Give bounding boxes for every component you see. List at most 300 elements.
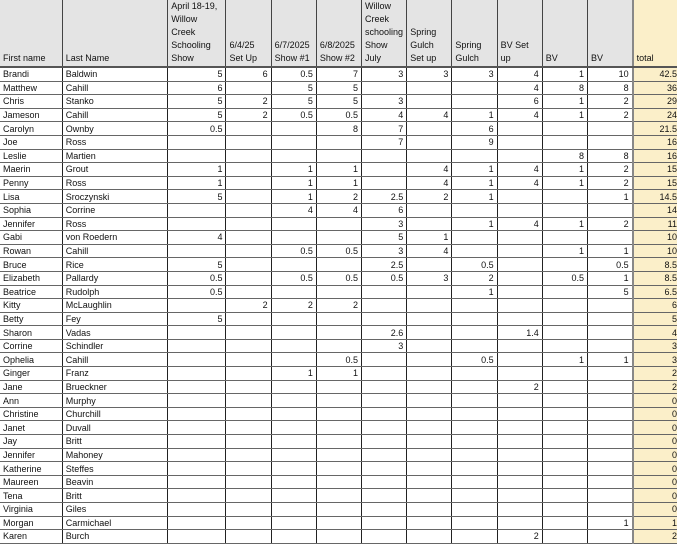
hours-cell[interactable]: 3	[452, 67, 497, 81]
hours-cell[interactable]	[542, 258, 587, 272]
hours-cell[interactable]	[271, 122, 316, 136]
hours-cell[interactable]: 6	[452, 122, 497, 136]
total-cell[interactable]: 2	[633, 367, 677, 381]
hours-cell[interactable]: 2	[316, 190, 361, 204]
hours-cell[interactable]	[316, 258, 361, 272]
hours-cell[interactable]: 3	[362, 339, 407, 353]
last-name-cell[interactable]: Martien	[62, 149, 167, 163]
last-name-cell[interactable]: Cahill	[62, 353, 167, 367]
first-name-cell[interactable]: Katherine	[0, 462, 62, 476]
first-name-cell[interactable]: Virginia	[0, 503, 62, 517]
hours-cell[interactable]	[168, 203, 226, 217]
first-name-cell[interactable]: Rowan	[0, 244, 62, 258]
column-header[interactable]: total	[633, 0, 677, 67]
total-cell[interactable]: 0	[633, 448, 677, 462]
hours-cell[interactable]: 1	[587, 271, 632, 285]
last-name-cell[interactable]: Fey	[62, 312, 167, 326]
hours-cell[interactable]	[271, 435, 316, 449]
hours-cell[interactable]: 8	[542, 81, 587, 95]
total-cell[interactable]: 14.5	[633, 190, 677, 204]
hours-cell[interactable]: 7	[316, 67, 361, 81]
first-name-cell[interactable]: Beatrice	[0, 285, 62, 299]
hours-cell[interactable]	[316, 231, 361, 245]
hours-cell[interactable]	[226, 380, 271, 394]
hours-cell[interactable]	[226, 353, 271, 367]
first-name-cell[interactable]: Elizabeth	[0, 271, 62, 285]
hours-cell[interactable]	[271, 448, 316, 462]
hours-cell[interactable]	[542, 231, 587, 245]
hours-cell[interactable]	[452, 380, 497, 394]
hours-cell[interactable]	[587, 475, 632, 489]
first-name-cell[interactable]: Ann	[0, 394, 62, 408]
hours-cell[interactable]	[407, 462, 452, 476]
hours-cell[interactable]	[497, 190, 542, 204]
hours-cell[interactable]: 3	[407, 67, 452, 81]
hours-cell[interactable]	[407, 380, 452, 394]
hours-cell[interactable]	[316, 217, 361, 231]
hours-cell[interactable]	[271, 312, 316, 326]
hours-cell[interactable]: 1	[452, 176, 497, 190]
hours-cell[interactable]: 2	[497, 530, 542, 544]
hours-cell[interactable]	[226, 367, 271, 381]
total-cell[interactable]: 8.5	[633, 271, 677, 285]
hours-cell[interactable]	[271, 394, 316, 408]
hours-cell[interactable]	[362, 530, 407, 544]
hours-cell[interactable]	[226, 135, 271, 149]
hours-cell[interactable]: 1	[587, 190, 632, 204]
hours-cell[interactable]: 5	[168, 67, 226, 81]
hours-cell[interactable]	[168, 299, 226, 313]
hours-cell[interactable]	[542, 380, 587, 394]
hours-cell[interactable]	[226, 435, 271, 449]
hours-cell[interactable]: 10	[587, 67, 632, 81]
column-header[interactable]: 6/7/2025 Show #1	[271, 0, 316, 67]
hours-cell[interactable]	[497, 244, 542, 258]
first-name-cell[interactable]: Penny	[0, 176, 62, 190]
column-header[interactable]: April 18-19, Willow Creek Schooling Show	[168, 0, 226, 67]
hours-cell[interactable]: 6	[168, 81, 226, 95]
total-cell[interactable]: 0	[633, 462, 677, 476]
hours-cell[interactable]	[542, 394, 587, 408]
hours-cell[interactable]: 3	[362, 95, 407, 109]
hours-cell[interactable]: 3	[362, 244, 407, 258]
hours-cell[interactable]	[226, 312, 271, 326]
hours-cell[interactable]: 4	[407, 163, 452, 177]
hours-cell[interactable]	[226, 285, 271, 299]
first-name-cell[interactable]: Chris	[0, 95, 62, 109]
hours-cell[interactable]	[168, 407, 226, 421]
first-name-cell[interactable]: Jane	[0, 380, 62, 394]
hours-cell[interactable]: 8	[542, 149, 587, 163]
last-name-cell[interactable]: Ross	[62, 135, 167, 149]
first-name-cell[interactable]: Janet	[0, 421, 62, 435]
hours-cell[interactable]	[587, 299, 632, 313]
hours-cell[interactable]	[587, 394, 632, 408]
column-header[interactable]: First name	[0, 0, 62, 67]
total-cell[interactable]: 2	[633, 380, 677, 394]
hours-cell[interactable]: 1	[452, 217, 497, 231]
last-name-cell[interactable]: Britt	[62, 489, 167, 503]
total-cell[interactable]: 0	[633, 407, 677, 421]
first-name-cell[interactable]: Brandi	[0, 67, 62, 81]
hours-cell[interactable]	[452, 516, 497, 530]
hours-cell[interactable]	[316, 489, 361, 503]
hours-cell[interactable]	[271, 503, 316, 517]
hours-cell[interactable]: 4	[407, 176, 452, 190]
first-name-cell[interactable]: Corrine	[0, 339, 62, 353]
hours-cell[interactable]: 2	[497, 380, 542, 394]
hours-cell[interactable]	[452, 448, 497, 462]
hours-cell[interactable]: 1	[271, 367, 316, 381]
hours-cell[interactable]	[452, 489, 497, 503]
last-name-cell[interactable]: Grout	[62, 163, 167, 177]
total-cell[interactable]: 6.5	[633, 285, 677, 299]
hours-cell[interactable]	[497, 312, 542, 326]
column-header[interactable]: Last Name	[62, 0, 167, 67]
last-name-cell[interactable]: von Roedern	[62, 231, 167, 245]
hours-cell[interactable]	[542, 407, 587, 421]
hours-cell[interactable]	[226, 475, 271, 489]
hours-cell[interactable]	[407, 530, 452, 544]
hours-cell[interactable]	[316, 462, 361, 476]
hours-cell[interactable]: 2	[316, 299, 361, 313]
hours-cell[interactable]	[407, 475, 452, 489]
hours-cell[interactable]: 1	[542, 95, 587, 109]
hours-cell[interactable]	[407, 135, 452, 149]
hours-cell[interactable]	[168, 135, 226, 149]
first-name-cell[interactable]: Karen	[0, 530, 62, 544]
hours-cell[interactable]	[226, 516, 271, 530]
hours-cell[interactable]: 5	[271, 81, 316, 95]
hours-cell[interactable]	[316, 435, 361, 449]
hours-cell[interactable]	[407, 435, 452, 449]
total-cell[interactable]: 15	[633, 163, 677, 177]
hours-cell[interactable]	[497, 516, 542, 530]
hours-cell[interactable]: 2	[226, 108, 271, 122]
hours-cell[interactable]	[587, 339, 632, 353]
hours-cell[interactable]	[452, 530, 497, 544]
hours-cell[interactable]	[497, 367, 542, 381]
hours-cell[interactable]	[271, 258, 316, 272]
hours-cell[interactable]	[226, 448, 271, 462]
last-name-cell[interactable]: Giles	[62, 503, 167, 517]
hours-cell[interactable]	[362, 285, 407, 299]
hours-cell[interactable]	[271, 530, 316, 544]
hours-cell[interactable]	[271, 380, 316, 394]
hours-cell[interactable]	[168, 380, 226, 394]
column-header[interactable]: Spring Gulch	[452, 0, 497, 67]
last-name-cell[interactable]: Schindler	[62, 339, 167, 353]
hours-cell[interactable]	[226, 81, 271, 95]
total-cell[interactable]: 0	[633, 435, 677, 449]
hours-cell[interactable]	[407, 394, 452, 408]
hours-cell[interactable]	[497, 258, 542, 272]
hours-cell[interactable]	[587, 380, 632, 394]
total-cell[interactable]: 29	[633, 95, 677, 109]
last-name-cell[interactable]: Vadas	[62, 326, 167, 340]
last-name-cell[interactable]: Sroczynski	[62, 190, 167, 204]
hours-cell[interactable]: 2	[226, 299, 271, 313]
hours-cell[interactable]	[316, 285, 361, 299]
hours-cell[interactable]	[407, 217, 452, 231]
hours-cell[interactable]: 1	[587, 244, 632, 258]
hours-cell[interactable]: 5	[168, 108, 226, 122]
hours-cell[interactable]	[497, 135, 542, 149]
last-name-cell[interactable]: Mahoney	[62, 448, 167, 462]
last-name-cell[interactable]: Stanko	[62, 95, 167, 109]
last-name-cell[interactable]: McLaughlin	[62, 299, 167, 313]
hours-cell[interactable]	[407, 448, 452, 462]
hours-cell[interactable]	[226, 258, 271, 272]
hours-cell[interactable]: 7	[362, 135, 407, 149]
hours-cell[interactable]	[168, 339, 226, 353]
hours-cell[interactable]	[271, 326, 316, 340]
total-cell[interactable]: 10	[633, 231, 677, 245]
hours-cell[interactable]: 1	[542, 176, 587, 190]
hours-cell[interactable]	[226, 271, 271, 285]
hours-cell[interactable]	[542, 530, 587, 544]
hours-cell[interactable]: 4	[497, 108, 542, 122]
last-name-cell[interactable]: Rudolph	[62, 285, 167, 299]
hours-cell[interactable]	[452, 394, 497, 408]
hours-cell[interactable]	[362, 353, 407, 367]
total-cell[interactable]: 14	[633, 203, 677, 217]
hours-cell[interactable]: 0.5	[168, 122, 226, 136]
hours-cell[interactable]	[168, 326, 226, 340]
hours-cell[interactable]	[362, 503, 407, 517]
hours-cell[interactable]	[226, 339, 271, 353]
hours-cell[interactable]: 4	[497, 67, 542, 81]
hours-cell[interactable]	[226, 217, 271, 231]
hours-cell[interactable]	[168, 421, 226, 435]
hours-cell[interactable]: 5	[316, 95, 361, 109]
last-name-cell[interactable]: Beavin	[62, 475, 167, 489]
last-name-cell[interactable]: Brueckner	[62, 380, 167, 394]
column-header[interactable]: BV	[587, 0, 632, 67]
hours-cell[interactable]	[542, 299, 587, 313]
hours-cell[interactable]	[497, 339, 542, 353]
hours-cell[interactable]: 2	[452, 271, 497, 285]
hours-cell[interactable]: 6	[362, 203, 407, 217]
hours-cell[interactable]: 1	[271, 176, 316, 190]
hours-cell[interactable]	[316, 475, 361, 489]
hours-cell[interactable]	[226, 149, 271, 163]
hours-cell[interactable]	[407, 203, 452, 217]
hours-cell[interactable]: 4	[497, 217, 542, 231]
total-cell[interactable]: 0	[633, 489, 677, 503]
hours-cell[interactable]: 2	[587, 95, 632, 109]
hours-cell[interactable]	[362, 380, 407, 394]
first-name-cell[interactable]: Maerin	[0, 163, 62, 177]
hours-cell[interactable]	[226, 122, 271, 136]
first-name-cell[interactable]: Ginger	[0, 367, 62, 381]
hours-cell[interactable]	[542, 516, 587, 530]
first-name-cell[interactable]: Kitty	[0, 299, 62, 313]
hours-cell[interactable]	[168, 448, 226, 462]
hours-cell[interactable]	[587, 462, 632, 476]
hours-cell[interactable]: 1	[168, 163, 226, 177]
hours-cell[interactable]	[497, 503, 542, 517]
hours-cell[interactable]	[316, 380, 361, 394]
hours-cell[interactable]: 2	[587, 217, 632, 231]
hours-cell[interactable]	[542, 339, 587, 353]
hours-cell[interactable]: 0.5	[362, 271, 407, 285]
hours-cell[interactable]: 1	[168, 176, 226, 190]
total-cell[interactable]: 16	[633, 149, 677, 163]
hours-cell[interactable]	[497, 299, 542, 313]
hours-cell[interactable]	[452, 407, 497, 421]
total-cell[interactable]: 8.5	[633, 258, 677, 272]
hours-cell[interactable]	[542, 203, 587, 217]
hours-cell[interactable]	[316, 135, 361, 149]
hours-cell[interactable]	[452, 475, 497, 489]
hours-cell[interactable]	[407, 312, 452, 326]
hours-cell[interactable]	[587, 530, 632, 544]
hours-cell[interactable]	[226, 462, 271, 476]
hours-cell[interactable]	[452, 326, 497, 340]
hours-cell[interactable]	[168, 475, 226, 489]
hours-cell[interactable]	[226, 244, 271, 258]
hours-cell[interactable]	[407, 516, 452, 530]
hours-cell[interactable]	[497, 231, 542, 245]
total-cell[interactable]: 21.5	[633, 122, 677, 136]
total-cell[interactable]: 36	[633, 81, 677, 95]
column-header[interactable]: BV Set up	[497, 0, 542, 67]
first-name-cell[interactable]: Jennifer	[0, 448, 62, 462]
first-name-cell[interactable]: Jameson	[0, 108, 62, 122]
hours-cell[interactable]: 1	[587, 516, 632, 530]
hours-cell[interactable]: 6	[226, 67, 271, 81]
hours-cell[interactable]	[452, 81, 497, 95]
hours-cell[interactable]: 4	[497, 81, 542, 95]
hours-cell[interactable]	[587, 326, 632, 340]
hours-cell[interactable]	[407, 149, 452, 163]
hours-cell[interactable]: 1	[452, 190, 497, 204]
hours-cell[interactable]: 4	[168, 231, 226, 245]
last-name-cell[interactable]: Ownby	[62, 122, 167, 136]
hours-cell[interactable]: 5	[168, 258, 226, 272]
hours-cell[interactable]	[168, 435, 226, 449]
first-name-cell[interactable]: Leslie	[0, 149, 62, 163]
hours-cell[interactable]	[226, 163, 271, 177]
hours-cell[interactable]	[168, 503, 226, 517]
hours-cell[interactable]: 1	[542, 244, 587, 258]
hours-cell[interactable]: 1	[452, 285, 497, 299]
hours-cell[interactable]: 8	[316, 122, 361, 136]
last-name-cell[interactable]: Pallardy	[62, 271, 167, 285]
hours-cell[interactable]: 4	[407, 244, 452, 258]
hours-cell[interactable]: 4	[316, 203, 361, 217]
hours-cell[interactable]	[542, 489, 587, 503]
hours-cell[interactable]	[452, 503, 497, 517]
hours-cell[interactable]: 3	[362, 67, 407, 81]
hours-cell[interactable]	[168, 217, 226, 231]
hours-cell[interactable]	[542, 326, 587, 340]
first-name-cell[interactable]: Christine	[0, 407, 62, 421]
total-cell[interactable]: 11	[633, 217, 677, 231]
hours-cell[interactable]: 0.5	[316, 244, 361, 258]
hours-cell[interactable]	[168, 462, 226, 476]
hours-cell[interactable]	[226, 176, 271, 190]
first-name-cell[interactable]: Gabi	[0, 231, 62, 245]
hours-cell[interactable]	[168, 244, 226, 258]
hours-cell[interactable]	[271, 407, 316, 421]
column-header[interactable]: BV	[542, 0, 587, 67]
first-name-cell[interactable]: Matthew	[0, 81, 62, 95]
hours-cell[interactable]: 2.5	[362, 190, 407, 204]
first-name-cell[interactable]: Ophelia	[0, 353, 62, 367]
hours-cell[interactable]	[316, 516, 361, 530]
hours-cell[interactable]	[168, 530, 226, 544]
hours-cell[interactable]	[168, 516, 226, 530]
hours-cell[interactable]: 1	[452, 108, 497, 122]
hours-cell[interactable]: 0.5	[271, 108, 316, 122]
total-cell[interactable]: 3	[633, 353, 677, 367]
hours-cell[interactable]	[271, 489, 316, 503]
hours-cell[interactable]	[316, 407, 361, 421]
hours-cell[interactable]	[542, 462, 587, 476]
hours-cell[interactable]	[362, 176, 407, 190]
hours-cell[interactable]	[226, 407, 271, 421]
hours-cell[interactable]: 5	[168, 95, 226, 109]
total-cell[interactable]: 15	[633, 176, 677, 190]
hours-cell[interactable]: 8	[587, 149, 632, 163]
hours-cell[interactable]	[362, 299, 407, 313]
hours-cell[interactable]	[316, 394, 361, 408]
total-cell[interactable]: 2	[633, 530, 677, 544]
hours-cell[interactable]	[497, 353, 542, 367]
hours-cell[interactable]	[497, 122, 542, 136]
hours-cell[interactable]	[542, 448, 587, 462]
hours-cell[interactable]	[362, 489, 407, 503]
hours-cell[interactable]: 1	[542, 67, 587, 81]
hours-cell[interactable]	[452, 435, 497, 449]
hours-cell[interactable]	[452, 244, 497, 258]
hours-cell[interactable]	[407, 258, 452, 272]
total-cell[interactable]: 0	[633, 421, 677, 435]
hours-cell[interactable]	[497, 421, 542, 435]
hours-cell[interactable]	[587, 231, 632, 245]
hours-cell[interactable]	[271, 339, 316, 353]
total-cell[interactable]: 5	[633, 312, 677, 326]
hours-cell[interactable]	[542, 503, 587, 517]
hours-cell[interactable]	[407, 285, 452, 299]
hours-cell[interactable]	[542, 135, 587, 149]
hours-cell[interactable]	[497, 394, 542, 408]
hours-cell[interactable]	[362, 407, 407, 421]
hours-cell[interactable]: 5	[168, 312, 226, 326]
hours-cell[interactable]	[497, 149, 542, 163]
hours-cell[interactable]: 0.5	[168, 271, 226, 285]
hours-cell[interactable]	[271, 462, 316, 476]
hours-cell[interactable]: 5	[362, 231, 407, 245]
first-name-cell[interactable]: Bruce	[0, 258, 62, 272]
hours-cell[interactable]	[452, 95, 497, 109]
hours-cell[interactable]	[497, 285, 542, 299]
hours-cell[interactable]	[168, 353, 226, 367]
hours-cell[interactable]	[542, 475, 587, 489]
total-cell[interactable]: 6	[633, 299, 677, 313]
hours-cell[interactable]	[452, 203, 497, 217]
last-name-cell[interactable]: Baldwin	[62, 67, 167, 81]
hours-cell[interactable]: 5	[271, 95, 316, 109]
first-name-cell[interactable]: Sharon	[0, 326, 62, 340]
total-cell[interactable]: 0	[633, 475, 677, 489]
total-cell[interactable]: 16	[633, 135, 677, 149]
hours-cell[interactable]	[407, 407, 452, 421]
hours-cell[interactable]	[362, 516, 407, 530]
hours-cell[interactable]	[407, 421, 452, 435]
